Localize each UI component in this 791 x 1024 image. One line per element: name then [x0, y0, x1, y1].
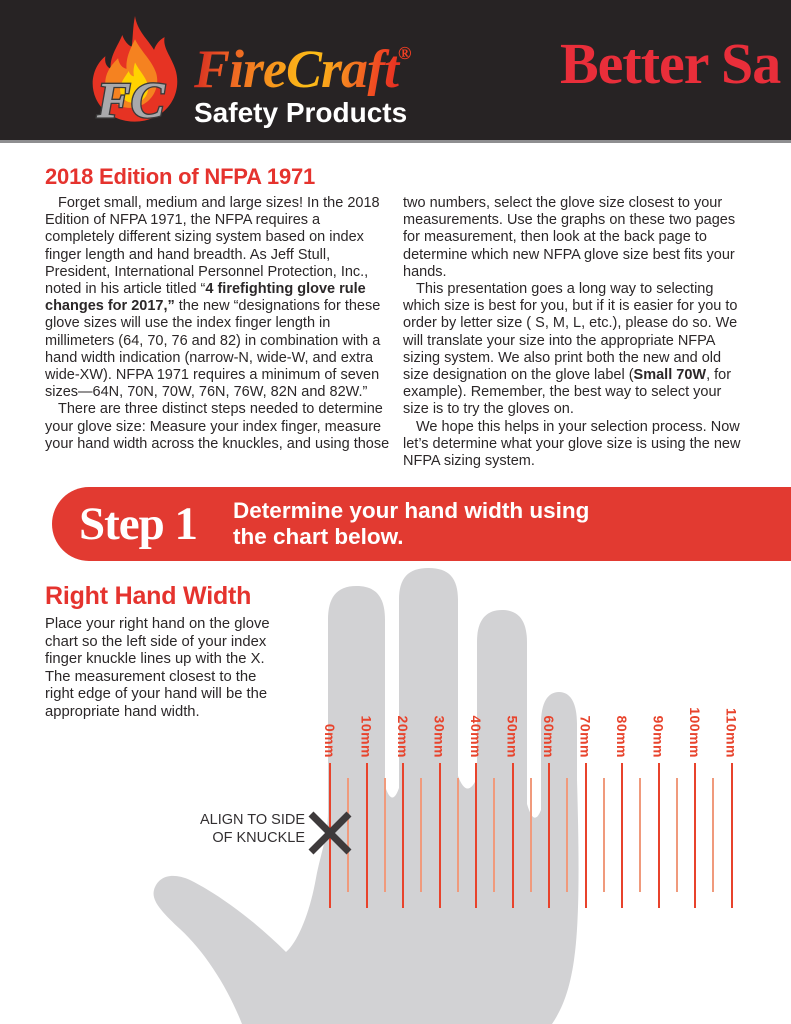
chart-instructions: Place your right hand on the glove chart so the left side of your index finger knuckle lines up with the X. The measurement closest to the right edge of your hand will be the appropriate hand width.: [45, 616, 270, 720]
ruler-major-tick: [621, 763, 623, 908]
text-run: the new “designations for these glove sizes will use the index finger length in millimeters (64, 70, 76 and 82) in combination with a hand width indication (narrow-N, wide-W, and extra wide-XW). NFPA 1971 requires a minimum of seven sizes—64N, 70N, 70W, 76N, 76W, 82N and 82W.”: [45, 298, 381, 401]
ruler-major-tick: [694, 763, 696, 908]
ruler-label: 90mm: [650, 715, 667, 758]
text-run: This presentation goes a long way to selecting which size is best for you, but if it is easier for you to order by letter size ( S, M, L, etc.), please do so. We will translate your size into the appropriate NFPA sizing system. We also print both the new and old size designation on the glove label (: [403, 281, 738, 384]
ruler-minor-tick: [420, 778, 422, 892]
ruler-label: 40mm: [468, 715, 484, 758]
ruler-major-tick: [585, 763, 587, 908]
ruler-label: 10mm: [358, 715, 375, 758]
registered-mark: ®: [398, 43, 412, 63]
text-line: Determine your hand width using: [233, 498, 590, 523]
text-run: We hope this helps in your selection process. Now let’s determine what your glove size is using the new NFPA sizing system.: [403, 418, 741, 470]
text-line: the chart below.: [233, 524, 404, 549]
align-note: [160, 812, 305, 847]
ruler-major-tick: [439, 763, 441, 908]
ruler-minor-tick: [457, 778, 459, 892]
ruler-minor-tick: [639, 778, 641, 892]
ruler-label: 80mm: [614, 715, 630, 758]
ruler-label: 100mm: [687, 707, 703, 758]
ruler-major-tick: [658, 763, 660, 908]
ruler-major-tick: [548, 763, 550, 908]
ruler-minor-tick: [566, 778, 568, 892]
ruler-major-tick: [731, 763, 733, 908]
ruler-minor-tick: [530, 778, 532, 892]
ruler-major-tick: [475, 763, 477, 908]
ruler-major-tick: [512, 763, 514, 908]
ruler-major-tick: [366, 763, 368, 908]
ruler-label: 110mm: [723, 708, 740, 758]
ruler-minor-tick: [676, 778, 678, 892]
step-label: Step 1: [79, 498, 198, 550]
text-line: ALIGN TO SIDE: [199, 812, 305, 828]
ruler-label: 20mm: [395, 715, 411, 758]
ruler-label: 50mm: [504, 715, 521, 758]
text-line: OF KNUCKLE: [212, 829, 305, 846]
chart-title: Right Hand Width: [45, 582, 252, 610]
ruler-minor-tick: [603, 778, 605, 892]
page-title: 2018 Edition of NFPA 1971: [45, 164, 316, 189]
brand-name: FireCraft®: [194, 26, 411, 96]
ruler-label: 70mm: [577, 715, 594, 758]
header-tagline: Better Sa: [560, 31, 781, 96]
bold-text-run: Small 70W: [633, 367, 707, 384]
knuckle-x-mark: [307, 810, 353, 856]
ruler-label: 30mm: [431, 715, 448, 758]
fc-monogram: FC: [96, 72, 165, 126]
text-run: Forget small, medium and large sizes! In the 2018 Edition of NFPA 1971, the NFPA requires a completely different sizing system based on index finger length and hand breadth. As Jeff Stull, President, International Personnel Protection, Inc., noted in his article titled “: [45, 195, 380, 298]
bold-text-run: 4 firefighting glove rule changes for 2017,”: [45, 281, 366, 315]
ruler-label: 0mm: [322, 723, 338, 758]
ruler-minor-tick: [712, 778, 714, 892]
ruler-minor-tick: [384, 778, 386, 892]
text-run: There are three distinct steps needed to determine your glove size: Measure your index finger, measure your hand width across the knuckles, and using those: [45, 401, 390, 452]
ruler-minor-tick: [493, 778, 495, 892]
brand-subtitle: Safety Products: [194, 97, 408, 128]
text-run: , for example). Remember, the best way to select your size is to try the gloves on.: [403, 367, 732, 418]
ruler-label: 60mm: [541, 715, 557, 758]
ruler-major-tick: [402, 763, 404, 908]
text-run: two numbers, select the glove size closest to your measurements. Use the graphs on these two pages for measurement, then look at the back page to determine which new NFPA glove size best fits your hands.: [403, 195, 736, 280]
